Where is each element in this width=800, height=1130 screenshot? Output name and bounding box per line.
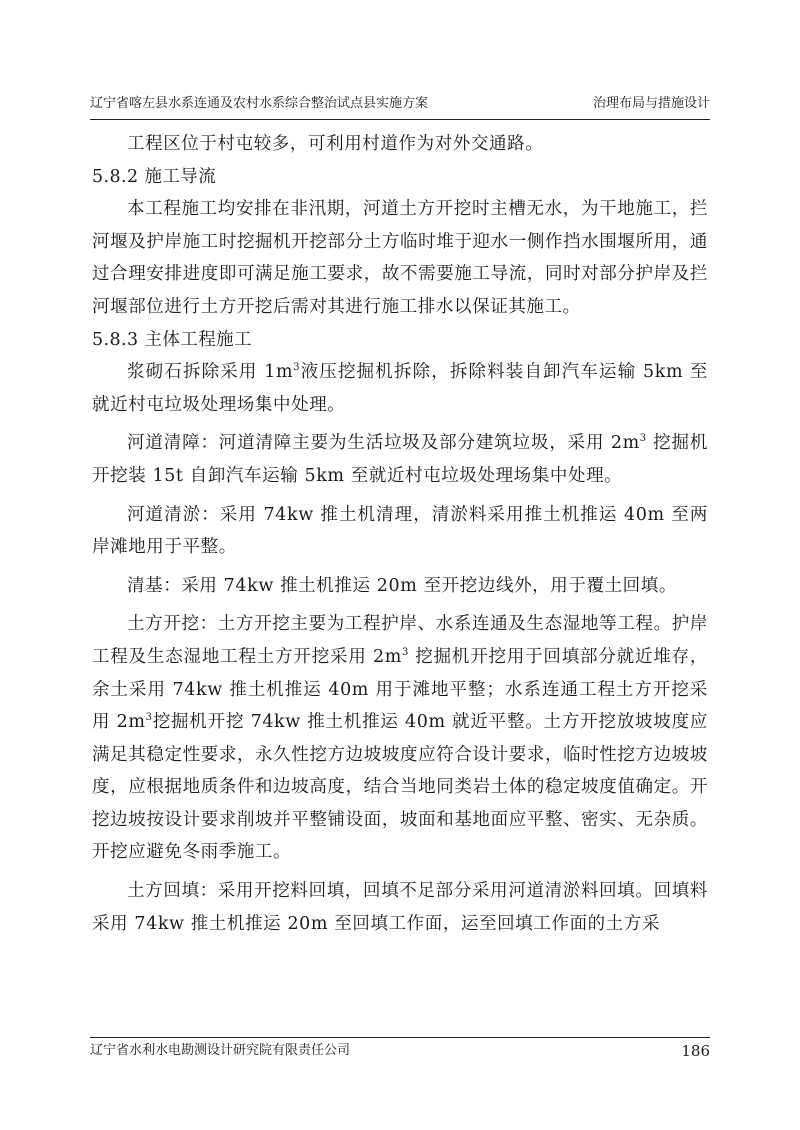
clearing-text-a: 河道清障：河道清障主要为生活垃圾及部分建筑垃圾，采用 2m (127, 433, 640, 454)
section-heading-5-8-2: 5.8.2 施工导流 (92, 166, 217, 187)
clearing-paragraph (92, 427, 708, 492)
intro-paragraph: 工程区位于村屯较多，可利用村道作为对外交通路。 (127, 134, 544, 154)
dredging-paragraph: 河道清淤：采用 74kw 推土机清理，清淤料采用推土机推运 40m 至两岸滩地用于平整。 (92, 504, 708, 558)
excavation-superscript-1: 3 (401, 647, 409, 659)
excavation-text-c: 挖掘机开挖 74kw 推土机推运 40m 就近平整。土方开挖放坡坡度应满足其稳定性要求，永久性挖方边坡坡度应符合设计要求，临时性挖方边坡坡度，应根据地质条件和边坡高度，结合当地同类岩土体的稳定坡度值确定。开挖边坡按设计要求削坡并平整铺设面，坡面和基地面应平整、密实、无杂质。开挖应避免冬雨季施工。 (92, 712, 708, 863)
excavation-paragraph (92, 608, 708, 869)
header-title: 辽宁省喀左县水系连通及农村水系综合整治试点县实施方案 (90, 96, 429, 111)
masonry-text-b: 液压挖掘机拆除，拆除料装自卸汽车运输 5km 至就近村屯垃圾处理场集中处理。 (92, 362, 708, 415)
masonry-removal-paragraph (92, 356, 708, 421)
header-section: 治理布局与措施设计 (592, 96, 710, 111)
footer-organization: 辽宁省水利水电勘测设计研究院有限责任公司 (90, 1043, 351, 1058)
masonry-superscript: 3 (293, 362, 301, 374)
page-number: 186 (681, 1042, 710, 1060)
excavation-text-b: 挖掘机开挖用于回填部分就近堆存，余土采用 74kw 推土机推运 40m 用于滩地平整；水系连通工程土方开挖采用 2m (92, 646, 709, 733)
header-divider (90, 119, 710, 120)
foundation-clearing-paragraph: 清基：采用 74kw 推土机推运 20m 至开挖边线外，用于覆土回填。 (127, 575, 677, 596)
page-footer (90, 1040, 710, 1062)
footer-divider (90, 1037, 710, 1038)
backfill-paragraph: 土方回填：采用开挖料回填，回填不足部分采用河道清淤料回填。回填料采用 74kw 推土机推运 20m 至回填工作面，运至回填工作面的土方采 (92, 881, 708, 934)
masonry-text-a: 浆砌石拆除采用 1m (127, 362, 294, 383)
excavation-superscript-2: 3 (145, 712, 153, 724)
excavation-text-a: 土方开挖：土方开挖主要为工程护岸、水系连通及生态湿地等工程。护岸工程及生态湿地工程土方开挖采用 2m (92, 614, 708, 667)
diversion-paragraph: 本工程施工均安排在非汛期，河道土方开挖时主槽无水，为干地施工，拦河堰及护岸施工时挖掘机开挖部分土方临时堆于迎水一侧作挡水围堰所用，通过合理安排进度即可满足施工要求，故不需要施工导流，同时对部分护岸及拦河堰部位进行土方开挖后需对其进行施工排水以保证其施工。 (92, 199, 708, 317)
page-header (90, 92, 710, 116)
section-heading-5-8-3: 5.8.3 主体工程施工 (92, 329, 252, 350)
clearing-text-b: 挖掘机开挖装 15t 自卸汽车运输 5km 至就近村屯垃圾处理场集中处理。 (92, 433, 708, 486)
page-content (92, 128, 708, 940)
clearing-superscript: 3 (639, 433, 647, 445)
